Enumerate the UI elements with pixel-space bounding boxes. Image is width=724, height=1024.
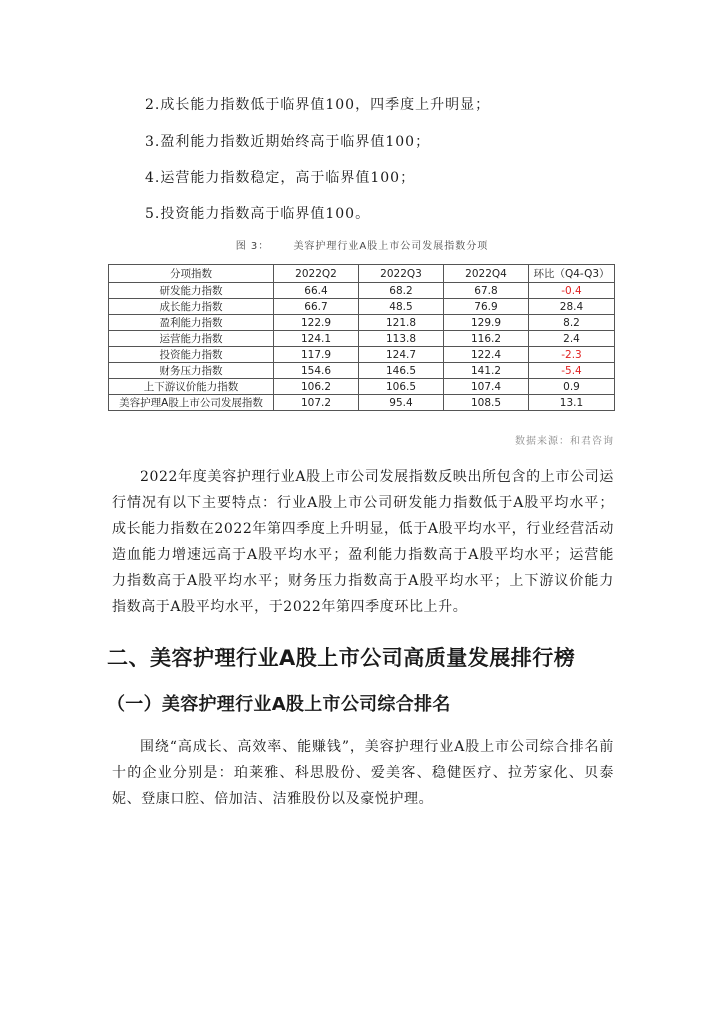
figure-label: 图 3：	[235, 241, 270, 252]
value-cell: 154.6	[274, 363, 359, 379]
table-row	[109, 315, 615, 331]
value-cell: 107.4	[444, 379, 529, 395]
value-cell: 95.4	[359, 395, 444, 411]
list-item-4: 4.运营能力指数稳定，高于临界值100；	[145, 170, 416, 186]
section-heading: 二、美容护理行业A股上市公司高质量发展排行榜	[107, 646, 576, 670]
list-item-5: 5.投资能力指数高于临界值100。	[145, 206, 371, 222]
row-label-cell: 投资能力指数	[109, 347, 274, 363]
row-label-cell: 财务压力指数	[109, 363, 274, 379]
paragraph-text: 2022年度美容护理行业A股上市公司发展指数反映出所包含的上市公司运行情况有以下主要特点：行业A股上市公司研发能力指数低于A股平均水平；成长能力指数在2022年第四季度上升明显，低于A股平均水平，行业经营活动造血能力增速远高于A股平均水平；盈利能力指数高于A股平均水平；运营能力指数高于A股平均水平；财务压力指数高于A股平均水平；上下游议价能力指数高于A股平均水平，于2022年第四季度环比上升。	[112, 469, 614, 615]
row-label-cell: 美容护理A股上市公司发展指数	[109, 395, 274, 411]
row-label-cell: 上下游议价能力指数	[109, 379, 274, 395]
table-row	[109, 379, 615, 395]
figure-caption	[0, 237, 724, 252]
value-cell: 107.2	[274, 395, 359, 411]
row-label-cell: 成长能力指数	[109, 299, 274, 315]
value-cell: 122.9	[274, 315, 359, 331]
body-paragraph-2	[112, 734, 614, 812]
paragraph-text: 围绕“高成长、高效率、能赚钱”，美容护理行业A股上市公司综合排名前十的企业分别是：珀莱雅、科思股份、爱美客、稳健医疗、拉芳家化、贝泰妮、登康口腔、倍加洁、洁雅股份以及豪悦护理。	[112, 739, 614, 807]
column-header: 分项指数	[109, 265, 274, 283]
index-table	[108, 264, 615, 411]
value-cell: 122.4	[444, 347, 529, 363]
subsection-heading: （一）美容护理行业A股上市公司综合排名	[107, 694, 451, 715]
table-row	[109, 347, 615, 363]
value-cell: 28.4	[529, 299, 615, 315]
value-cell: 116.2	[444, 331, 529, 347]
value-cell: 66.4	[274, 283, 359, 299]
value-cell: 117.9	[274, 347, 359, 363]
figure-title: 美容护理行业A股上市公司发展指数分项	[293, 241, 489, 252]
value-cell: 66.7	[274, 299, 359, 315]
value-cell: 108.5	[444, 395, 529, 411]
table-row	[109, 299, 615, 315]
value-cell: 0.9	[529, 379, 615, 395]
table-row	[109, 363, 615, 379]
column-header: 2022Q4	[444, 265, 529, 283]
table-row	[109, 331, 615, 347]
value-cell: 106.2	[274, 379, 359, 395]
value-cell: 68.2	[359, 283, 444, 299]
table-row	[109, 395, 615, 411]
column-header: 环比（Q4-Q3）	[529, 265, 615, 283]
value-cell: 67.8	[444, 283, 529, 299]
table-body	[109, 283, 615, 411]
value-cell: 113.8	[359, 331, 444, 347]
value-cell: 124.7	[359, 347, 444, 363]
value-cell: 124.1	[274, 331, 359, 347]
row-label-cell: 研发能力指数	[109, 283, 274, 299]
value-cell: 121.8	[359, 315, 444, 331]
value-cell: 76.9	[444, 299, 529, 315]
value-cell: 129.9	[444, 315, 529, 331]
data-source-note: 数据来源：和君咨询	[515, 436, 614, 447]
body-paragraph-1	[112, 464, 614, 620]
table-header-row	[109, 265, 615, 283]
value-cell: 2.4	[529, 331, 615, 347]
column-header: 2022Q2	[274, 265, 359, 283]
value-cell: -2.3	[529, 347, 615, 363]
column-header: 2022Q3	[359, 265, 444, 283]
value-cell: 146.5	[359, 363, 444, 379]
value-cell: 48.5	[359, 299, 444, 315]
value-cell: -5.4	[529, 363, 615, 379]
table-row	[109, 283, 615, 299]
value-cell: 8.2	[529, 315, 615, 331]
value-cell: 13.1	[529, 395, 615, 411]
value-cell: -0.4	[529, 283, 615, 299]
list-item-3: 3.盈利能力指数近期始终高于临界值100；	[145, 134, 431, 150]
value-cell: 141.2	[444, 363, 529, 379]
list-item-2: 2.成长能力指数低于临界值100，四季度上升明显；	[145, 97, 491, 113]
row-label-cell: 运营能力指数	[109, 331, 274, 347]
row-label-cell: 盈利能力指数	[109, 315, 274, 331]
value-cell: 106.5	[359, 379, 444, 395]
